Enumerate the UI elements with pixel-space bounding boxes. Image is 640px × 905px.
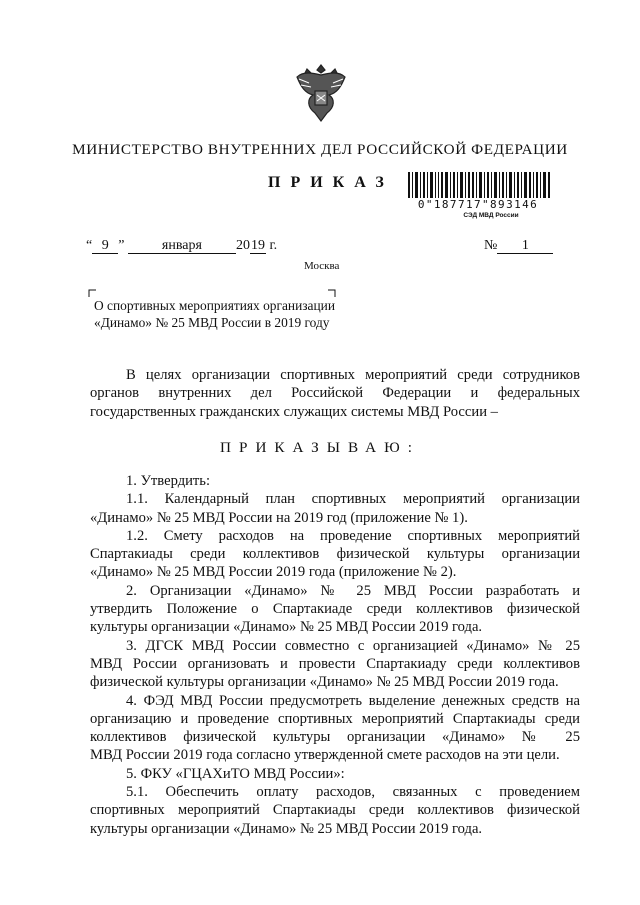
paragraph-2: 2. Организации «Динамо» № 25 МВД России разработать и утвердить Положение о Спартакиаде среди коллективов физической культуры организации «Динамо» № 25 МВД России 2019 года.: [90, 582, 580, 636]
number-label: №: [484, 238, 498, 253]
document-subject: О спортивных мероприятиях организации «Динамо» № 25 МВД России в 2019 году: [94, 298, 335, 330]
document-type: ПРИКАЗ: [268, 174, 394, 191]
document-date: “ 9 ” января 2019 г.: [86, 238, 278, 253]
date-year-mark: г.: [269, 238, 278, 253]
city: Москва: [304, 260, 340, 272]
number-value: 1: [497, 239, 553, 254]
paragraph-5-1: 5.1. Обеспечить оплату расходов, связанных с проведением спортивных мероприятий Спартакиады среди коллективов физической культуры организации «Динамо» № 25 МВД России 2019 года.: [90, 784, 580, 837]
subject-bracket-marks: [88, 289, 336, 297]
order-paragraphs: [90, 472, 580, 838]
date-year-suffix: 19: [250, 238, 265, 253]
paragraph-5: 5. ФКУ «ГЦАХиТО МВД России»:: [126, 765, 345, 782]
barcode-caption: СЭД МВД России: [463, 212, 519, 219]
document-number: [484, 238, 553, 254]
preamble: В целях организации спортивных мероприятий среди сотрудников органов внутренних дел Российской Федерации и федеральных государственных гражданских служащих системы МВД России –: [90, 367, 580, 420]
barcode-icon: [408, 172, 550, 198]
date-day: 9: [92, 239, 118, 254]
state-emblem-icon: [293, 57, 349, 127]
paragraph-4: 4. ФЭД МВД России предусмотреть выделение денежных средств на организацию и проведение спортивных мероприятий Спартакиады среди коллективов физической культуры организации «Динамо» № 25 МВД России 2019 года согласно утвержденной смете расходов на эти цели.: [90, 692, 580, 764]
date-year-prefix: 20: [235, 238, 250, 253]
paragraph-1: 1. Утвердить:: [126, 473, 211, 489]
paragraph-1-1: 1.1. Календарный план спортивных мероприятий организации «Динамо» № 25 МВД России на 2019 год (приложение № 1).: [90, 491, 580, 526]
date-month: января: [128, 239, 236, 254]
paragraph-3: 3. ДГСК МВД России совместно с организацией «Динамо» № 25 МВД России организовать и провести Спартакиаду среди коллективов физической культуры организации «Динамо» № 25 МВД России 2019 года.: [90, 637, 580, 691]
barcode-number: 0"187717"893146: [417, 198, 539, 211]
ministry-name: МИНИСТЕРСТВО ВНУТРЕННИХ ДЕЛ РОССИЙСКОЙ ФЕДЕРАЦИИ: [72, 141, 568, 158]
order-word: ПРИКАЗЫВАЮ:: [220, 439, 420, 456]
paragraph-1-2: 1.2. Смету расходов на проведение спортивных мероприятий Спартакиады среди коллективов физической культуры организации «Динамо» № 25 МВД России 2019 года (приложение № 2).: [90, 527, 580, 581]
